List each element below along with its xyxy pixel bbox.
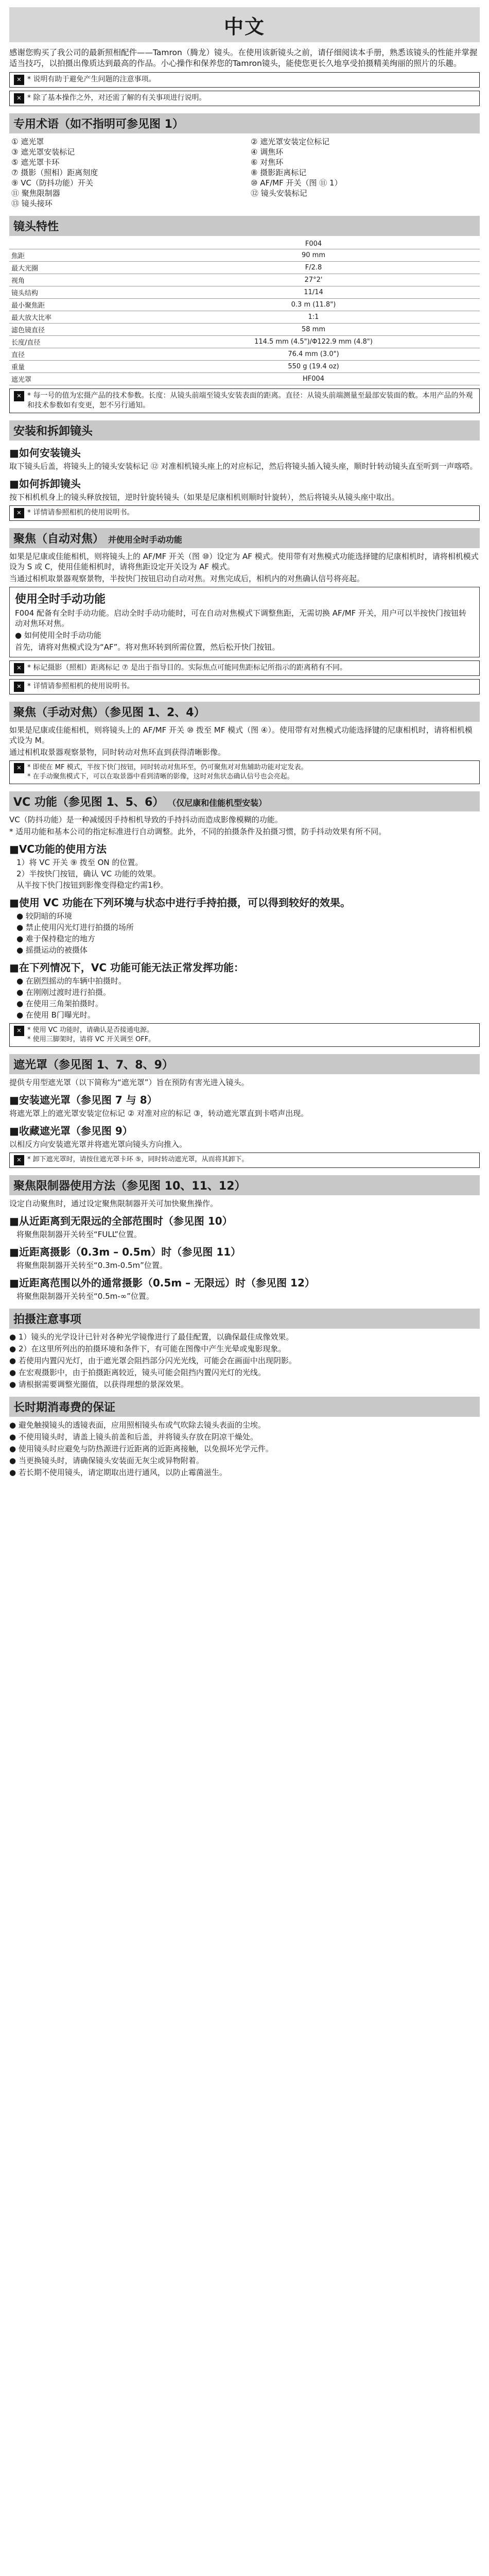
mf-heading: 聚焦（手动对焦）（参见图 1、2、4） bbox=[9, 702, 480, 722]
limiter-text: 设定自动聚焦时，通过设定聚焦限制器开关可加快聚焦操作。 bbox=[9, 1199, 218, 1208]
manual-content: 感谢您购买了我公司的最新照相配件——Tamron（腾龙）镜头。在使用该新镜头之前，请仔细阅读本手册，熟悉该镜头的性能并掌握适当技巧，以拍摄出像质达到最高的作品。小心操作和保养您的Tamron镜头，能使您更长久地享受拍摄精美绚丽的照片的乐趣。 ✕ * 说明有助于避免产生问题的注意事项。 ✕ * 除了基本操作之外，对还需了解的有关事项进行说明。 专用术语（如不指明可参见图 1） ① 遮光罩 ② 遮光罩安装定位标记 ③ 遮光罩安装标记 ④ 调焦环 ⑤ 遮光罩卡环 ⑥ 对焦环 ⑦ 摄影（照相）距离刻度 ⑧ 摄影距离标记 ⑨ VC（防抖功能）开关 ⑩ AF/MF 开关（图 ⑪ 1） ⑪ 聚焦限制器 ⑫ 镜头安装标记 ⑬ 镜头接环 镜头特性 F004 焦距 90 mm 最大光圈 F/2.8 视角 27°2' 镜头结构 11/14 最小聚焦距 0.3 m (11.8") 最大放大比率 1:1 滤色镜直径 58 mm 长度/直径 114.5 mm (4.5")/Φ122.9 mm (4.8") 直径 76.4 mm (3.0") 重量 550 g (19.4 oz) 遮光罩 HF004 ✕ * 每一号的值为宏摄产品的技术参数。长度：从镜头前端至镜头安装表面的距离。直径：从镜头前端测量至最部安装面的数。本用产品的外观和技术参数如有变更，恕不另行通知。 安装和拆卸镜头 ■如何安装镜头 取下镜头后盖，将镜头上的镜头安装标记 ⑫ 对准相机镜头座上的对应标记，然后将镜头插入镜头座，顺时针转动镜头直至听到一声喀嗒。 ■如何拆卸镜头 按下相机机身上的镜头释放按钮，逆时针旋转镜头（如果是尼康相机则顺时针旋转），然后将镜头从镜头座中取出。 ✕ * 详情请参照相机的使用说明书。 聚焦（自动对焦） 并使用全时手动功能 如果是尼康或佳能相机，则将镜头上的 AF/MF 开关（图 ⑩）设定为 AF 模式。使用带有对焦模式功能选择键的尼康相机时，请将相机模式设为 S 或 C，使用佳能相机时，请将焦距设定开关设为 AF 模式。 当通过相机取景器观察景物，半按快门按钮启动自动对焦。对焦完成后，相机内的对焦确认信号将亮起。 使用全时手动功能 F004 配备有全时手动功能。启动全时手动功能时，可在自动对焦模式下调整焦距，无需切换 AF/MF 开关，用户可以半按快门按钮转动对焦环对焦。 ● 如何使用全时手动功能 首先，请将对焦模式设为“AF”。将对焦环转到所需位置，然后松开快门按钮。 ✕ * 标记摄影（照相）距离标记 ⑦ 是出于指导目的。实际焦点可能同焦距标记所指示的距离稍有不同。 ✕ * 详情请参照相机的使用说明书。 聚焦（手动对焦）（参见图 1、2、4） 如果是尼康或佳能相机，则将镜头上的 AF/MF 开关 ⑩ 拨至 MF 模式（图 ④）。使用带有对焦模式功能选择键的尼康相机时，请将相机模式设为 M。 通过相机取景器观察景物，同时转动对焦环直到获得清晰影像。 ✕ * 即使在 MF 模式，半按下快门按钮，同时转动对焦环至，仍可聚焦对对焦辅助功能对定发表。 * 在手动聚焦模式下，可以在取景器中看到清晰的影像，这时对焦状态确认信号也会亮起。 VC 功能（参见图 1、5、6） （仅尼康和佳能机型安装） VC（防抖功能）是一种减缓因手持相机导致的手持抖动而造成影像模糊的功能。 * 适用功能和基本公司的指定标准进行自动调整。此外，不同的拍摄条件及拍摄习惯，防手抖动效果有所不同。 ■VC功能的使用方法 1）将 VC 开关 ⑨ 拨至 ON 的位置。 2）半按快门按钮，确认 VC 功能的效果。 从半按下快门按钮到影像变得稳定约需1秒。 ■使用 VC 功能在下列环境与状态中进行手持拍摄，可以得到较好的效果。 ● 较阴暗的环境 ● 禁止使用闪光灯进行拍摄的场所 ● 难于保持稳定的地方 ● 摇摄运动的被摄体 ■在下列情况下，VC 功能可能无法正常发挥功能： ● 在剧烈摇动的车辆中拍摄时。 ● 在刚刚过渡时进行拍摄。 ● 在使用三角架拍摄时。 ● 在使用 B门曝光时。 ✕ * 使用 VC 功能时，请确认是否接通电源。 * 使用三脚架时，请将 VC 开关调至 OFF。 遮光罩（参见图 1、7、8、9） 提供专用型遮光罩（以下简称为“遮光罩”）旨在预防有害光进入镜头。 ■安装遮光罩（参见图 7 与 8） 将遮光罩上的遮光罩安装定位标记 ② 对准对应的标记 ③，转动遮光罩直到卡嗒声出现。 ■收藏遮光罩（参见图 9） 以相反方向安装遮光罩并将遮光罩向镜头方向推入。 ✕ * 卸下遮光罩时，请按住遮光罩卡环 ⑤，同时转动遮光罩，从而将其卸下。 聚焦限制器使用方法（参见图 10、11、12） 设定自动聚焦时，通过设定聚焦限制器开关可加快聚焦操作。 ■从近距离到无限远的全部范围时（参见图 10） 将聚焦限制器开关转至“FULL”位置。 ■近距离摄影（0.3m – 0.5m）时（参见图 11） 将聚焦限制器开关转至“0.3m-0.5m”位置。 ■近距离范围以外的通常摄影（0.5m – 无限远）时（参见图 12） 将聚焦限制器开关转至“0.5m-∞”位置。 拍摄注意事项 ● 1）镜头的光学设计已针对各种光学镜像进行了最佳配置，以确保最佳成像效果。 ● 2）在这里所列出的拍摄环境和条件下，有可能在图像中产生光晕或鬼影现象。 ● 若使用内置闪光灯，由于遮光罩会阻挡部分闪光光线，可能会在画面中出现阴影。 ● 在宏观摄影中，由于拍摄距离较近，镜头可能会阻挡内置闪光灯的光线。 ● 请根据需要调整光圈值，以获得理想的景深效果。 长时期消毒费的保证 ● 避免触摸镜头的透镜表面，应用照相镜头布或气吹除去镜头表面的尘埃。 ● 不使用镜头时，请盖上镜头前盖和后盖，并将镜头存放在阴凉干燥处。 ● 使用镜头时应避免与防热源进行近距离的近距离接触，以免损坏光学元件。 ● 当更换镜头时，请确保镜头安装面无灰尘或异物附着。 ● 若长期不使用镜头，请定期取出进行通风，以防止霉菌滋生。 bbox=[9, 47, 480, 1479]
af-note: ✕ * 标记摄影（照相）距离标记 ⑦ 是出于指导目的。实际焦点可能同焦距标记所指示的距离稍有不同。 bbox=[9, 660, 480, 676]
table-row: 最大光圈 F/2.8 bbox=[9, 262, 480, 274]
storage-item: ● 不使用镜头时，请盖上镜头前盖和后盖，并将镜头存放在阴凉干燥处。 bbox=[9, 1432, 258, 1442]
hood-heading: 遮光罩（参见图 1、7、8、9） bbox=[9, 1054, 480, 1074]
term-item: ⑫ 镜头安装标记 bbox=[251, 189, 307, 198]
unmount-text: 按下相机机身上的镜头释放按钮，逆时针旋转镜头（如果是尼康相机则顺时针旋转），然后将镜头从镜头座中取出。 bbox=[9, 493, 399, 502]
vc-heading: VC 功能（参见图 1、5、6） （仅尼康和佳能机型安装） bbox=[9, 791, 480, 811]
table-row: 遮光罩 HF004 bbox=[9, 373, 480, 385]
limiter-heading: 聚焦限制器使用方法（参见图 10、11、12） bbox=[9, 1175, 480, 1195]
term-item bbox=[251, 198, 480, 209]
intro-text: 感谢您购买了我公司的最新照相配件——Tamron（腾龙）镜头。在使用该新镜头之前，请仔细阅读本手册，熟悉该镜头的性能并掌握适当技巧，以拍摄出像质达到最高的作品。小心操作和保养您的Tamron镜头，能使您更长久地享受拍摄精美绚丽的照片的乐趣。 bbox=[9, 48, 478, 68]
mf-text: 通过相机取景器观察景物，同时转动对焦环直到获得清晰影像。 bbox=[9, 748, 226, 757]
storage-item: ● 使用镜头时应避免与防热源进行近距离的近距离接触，以免损坏光学元件。 bbox=[9, 1444, 273, 1453]
af-note: ✕ * 详情请参照相机的使用说明书。 bbox=[9, 679, 480, 694]
table-row: 焦距 90 mm bbox=[9, 249, 480, 262]
fulltime-mf-box: 使用全时手动功能 F004 配备有全时手动功能。启动全时手动功能时，可在自动对焦模式下调整焦距，无需切换 AF/MF 开关，用户可以半按快门按钮转动对焦环对焦。 ● 如何使用全时手动功能 首先，请将对焦模式设为“AF”。将对焦环转到所需位置，然后松开快门按钮。 bbox=[9, 587, 480, 657]
mount-heading: 安装和拆卸镜头 bbox=[9, 420, 480, 440]
hood-note: ✕ * 卸下遮光罩时，请按住遮光罩卡环 ⑤，同时转动遮光罩，从而将其卸下。 bbox=[9, 1153, 480, 1168]
caution-item: ● 2）在这里所列出的拍摄环境和条件下，有可能在图像中产生光晕或鬼影现象。 bbox=[9, 1344, 286, 1353]
table-row: 长度/直径 114.5 mm (4.5")/Φ122.9 mm (4.8") bbox=[9, 336, 480, 348]
term-item: ④ 调焦环 bbox=[251, 147, 284, 157]
basic-note bbox=[9, 91, 480, 106]
storage-item: ● 避免触摸镜头的透镜表面，应用照相镜头布或气吹除去镜头表面的尘埃。 bbox=[9, 1420, 266, 1430]
basic-note-text: * 除了基本操作之外，对还需了解的有关事项进行说明。 bbox=[27, 94, 206, 102]
limiter-far-heading: ■近距离范围以外的通常摄影（0.5m – 无限远）时（参见图 12） bbox=[9, 1277, 315, 1289]
term-item: ⑬ 镜头接环 bbox=[11, 199, 53, 208]
limiter-near-heading: ■近距离摄影（0.3m – 0.5m）时（参见图 11） bbox=[9, 1246, 241, 1258]
info-icon: ✕ bbox=[14, 763, 24, 773]
vc-text: * 适用功能和基本公司的指定标准进行自动调整。此外，不同的拍摄条件及拍摄习惯，防手抖动效果有所不同。 bbox=[9, 827, 387, 836]
table-row: 最大放大比率 1:1 bbox=[9, 311, 480, 324]
vc-usage-heading: ■VC功能的使用方法 bbox=[9, 843, 107, 855]
title-bar bbox=[9, 7, 480, 42]
page-title: 中文 bbox=[223, 15, 265, 38]
table-row: 重量 550 g (19.4 oz) bbox=[9, 361, 480, 373]
vc-note: ✕ * 使用 VC 功能时，请确认是否接通电源。 * 使用三脚架时，请将 VC 开关调至 OFF。 bbox=[9, 1023, 480, 1047]
cautions-heading: 拍摄注意事项 bbox=[9, 1309, 480, 1329]
term-item: ③ 遮光罩安装标记 bbox=[11, 147, 75, 157]
table-row: 镜头结构 11/14 bbox=[9, 286, 480, 299]
term-item: ⑧ 摄影距离标记 bbox=[251, 168, 307, 177]
term-item: ② 遮光罩安装定位标记 bbox=[251, 137, 330, 146]
storage-item: ● 当更换镜头时，请确保镜头安装面无灰尘或异物附着。 bbox=[9, 1456, 204, 1465]
caution-icon: ✕ bbox=[14, 75, 24, 85]
storage-heading: 长时期消毒费的保证 bbox=[9, 1397, 480, 1417]
info-icon: ✕ bbox=[14, 93, 24, 104]
af-text: 当通过相机取景器观察景物，半按快门按钮启动自动对焦。对焦完成后，相机内的对焦确认信号将亮起。 bbox=[9, 574, 365, 583]
term-item: ① 遮光罩 bbox=[11, 137, 44, 146]
term-item: ⑤ 遮光罩卡环 bbox=[11, 158, 60, 167]
vc-good-heading: ■使用 VC 功能在下列环境与状态中进行手持拍摄，可以得到较好的效果。 bbox=[9, 896, 351, 909]
term-item: ⑨ VC（防抖功能）开关 bbox=[11, 178, 93, 188]
info-icon: ✕ bbox=[14, 682, 24, 692]
mount-note: ✕ * 详情请参照相机的使用说明书。 bbox=[9, 505, 480, 521]
table-row: 直径 76.4 mm (3.0") bbox=[9, 348, 480, 361]
spec-table bbox=[9, 239, 480, 385]
term-item: ⑩ AF/MF 开关（图 ⑪ 1） bbox=[251, 178, 342, 188]
spec-footnote: ✕ * 每一号的值为宏摄产品的技术参数。长度：从镜头前端至镜头安装表面的距离。直径：从镜头前端测量至最部安装面的数。本用产品的外观和技术参数如有变更，恕不另行通知。 bbox=[9, 388, 480, 413]
table-row: 视角 27°2' bbox=[9, 274, 480, 286]
vc-text: VC（防抖功能）是一种减缓因手持相机导致的手持抖动而造成影像模糊的功能。 bbox=[9, 815, 283, 824]
fulltime-mf-heading: 使用全时手动功能 bbox=[15, 593, 106, 606]
hood-text: 提供专用型遮光罩（以下简称为“遮光罩”）旨在预防有害光进入镜头。 bbox=[9, 1078, 249, 1087]
af-text: 如果是尼康或佳能相机，则将镜头上的 AF/MF 开关（图 ⑩）设定为 AF 模式。使用带有对焦模式功能选择键的尼康相机时，请将相机模式设为 S 或 C，使用佳能相机时，请将焦距设定开关设为 AF 模式。 bbox=[9, 552, 479, 571]
table-row: 滤色镜直径 58 mm bbox=[9, 324, 480, 336]
caution-item: ● 请根据需要调整光圈值，以获得理想的景深效果。 bbox=[9, 1380, 188, 1389]
safety-note bbox=[9, 72, 480, 88]
hood-attach-heading: ■安装遮光罩（参见图 7 与 8） bbox=[9, 1094, 158, 1106]
term-item: ⑦ 摄影（照相）距离刻度 bbox=[11, 168, 98, 177]
safety-note-text: * 说明有助于避免产生问题的注意事项。 bbox=[27, 75, 156, 83]
caution-item: ● 1）镜头的光学设计已针对各种光学镜像进行了最佳配置，以确保最佳成像效果。 bbox=[9, 1332, 294, 1342]
caution-item: ● 若使用内置闪光灯，由于遮光罩会阻挡部分闪光光线，可能会在画面中出现阴影。 bbox=[9, 1356, 296, 1365]
info-icon: ✕ bbox=[14, 508, 24, 518]
af-heading: 聚焦（自动对焦） 并使用全时手动功能 bbox=[9, 528, 480, 548]
storage-item: ● 若长期不使用镜头，请定期取出进行通风，以防止霉菌滋生。 bbox=[9, 1468, 227, 1477]
mount-text: 取下镜头后盖，将镜头上的镜头安装标记 ⑫ 对准相机镜头座上的对应标记，然后将镜头插入镜头座，顺时针转动镜头直至听到一声喀嗒。 bbox=[9, 462, 478, 471]
mount-subheading: ■如何安装镜头 bbox=[9, 447, 81, 459]
terms-list bbox=[9, 137, 480, 209]
mf-text: 如果是尼康或佳能相机，则将镜头上的 AF/MF 开关 ⑩ 拨至 MF 模式（图 ④）。使用带有对焦模式功能选择键的尼康相机时，请将相机模式设为 M。 bbox=[9, 725, 473, 745]
limiter-full-heading: ■从近距离到无限远的全部范围时（参见图 10） bbox=[9, 1215, 233, 1227]
hood-store-heading: ■收藏遮光罩（参见图 9） bbox=[9, 1125, 133, 1137]
caution-item: ● 在宏观摄影中，由于拍摄距离较近，镜头可能会阻挡内置闪光灯的光线。 bbox=[9, 1368, 266, 1377]
spec-heading: 镜头特性 bbox=[9, 216, 480, 236]
term-item: ⑪ 聚焦限制器 bbox=[11, 189, 60, 198]
info-icon: ✕ bbox=[14, 1155, 24, 1165]
info-icon: ✕ bbox=[14, 1026, 24, 1036]
table-row bbox=[9, 239, 480, 249]
unmount-subheading: ■如何拆卸镜头 bbox=[9, 478, 81, 490]
mf-note: ✕ * 即使在 MF 模式，半按下快门按钮，同时转动对焦环至，仍可聚焦对对焦辅助功能对定发表。 * 在手动聚焦模式下，可以在取景器中看到清晰的影像，这时对焦状态确认信号也会亮起。 bbox=[9, 760, 480, 784]
model-cell: F004 bbox=[147, 239, 480, 249]
table-row: 最小聚焦距 0.3 m (11.8") bbox=[9, 299, 480, 311]
info-icon: ✕ bbox=[14, 663, 24, 673]
terms-heading: 专用术语（如不指明可参见图 1） bbox=[9, 113, 480, 133]
vc-bad-heading: ■在下列情况下，VC 功能可能无法正常发挥功能： bbox=[9, 961, 244, 974]
term-item: ⑥ 对焦环 bbox=[251, 158, 284, 167]
caution-icon: ✕ bbox=[14, 391, 24, 401]
